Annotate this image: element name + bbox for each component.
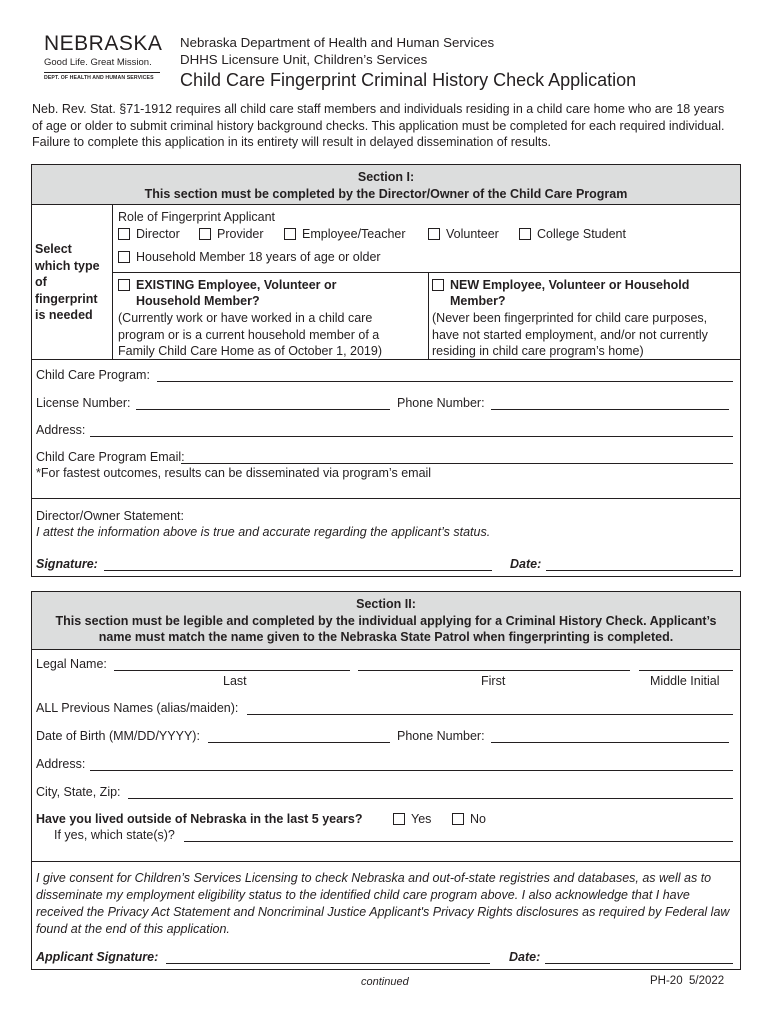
program-label: Child Care Program: [36,368,150,382]
program-input[interactable] [157,381,733,382]
director-signature-label: Signature: [36,557,98,571]
section-1-subtitle: This section must be completed by the Director/Owner of the Child Care Program [144,186,628,201]
new-title: NEW Employee, Volunteer or Household [450,278,690,292]
outside-question: Have you lived outside of Nebraska in the last 5 years? [36,812,363,826]
program-address-input[interactable] [90,436,733,437]
section-2-subtitle: This section must be legible and completed by the individual applying for a Criminal History Check. Applicant’s name must match the name given to the Nebraska State Patrol when fingerprinting is completed. [55,613,717,644]
role-label: Role of Fingerprint Applicant [118,210,276,224]
college-student-checkbox[interactable] [519,228,531,240]
last-name-input[interactable] [114,670,350,671]
role-director[interactable] [118,227,180,242]
logo-tagline: Good Life. Great Mission. [44,57,152,68]
role-college-student[interactable] [519,227,626,242]
previous-names-input[interactable] [247,714,733,715]
statement-text: I attest the information above is true and accurate regarding the applicant’s status. [36,525,491,539]
last-caption: Last [223,674,247,688]
role-volunteer[interactable] [428,227,499,242]
section-1 [31,164,741,577]
select-type-label: Select which type of fingerprint is needed [35,242,100,322]
section-2-header [32,592,740,650]
existing-option[interactable] [118,278,337,293]
program-email-input[interactable] [181,463,733,464]
director-signature-input[interactable] [104,570,492,571]
yes-checkbox[interactable] [393,813,405,825]
director-date-input[interactable] [546,570,733,571]
volunteer-label: Volunteer [446,227,499,241]
grid-vertical-divider [112,205,113,359]
email-note: *For fastest outcomes, results can be disseminated via program’s email [36,466,432,480]
employee-label: Employee/Teacher [302,227,406,241]
agency-name: Nebraska Department of Health and Human Services [180,35,495,50]
new-description: (Never been fingerprinted for child care purposes, have not started employment, and/or not currently residing in child care program’s home) [432,311,708,358]
yes-label: Yes [411,812,432,826]
provider-label: Provider [217,227,264,241]
grid-bottom-divider [32,359,740,360]
unit-name: DHHS Licensure Unit, Children’s Services [180,52,428,67]
consent-text: I give consent for Children’s Services Licensing to check Nebraska and out-of-state registries and databases, as well as to disseminate my employment eligibility status to the identified child care program above. I also acknowledge that I have received the Privacy Act Statement and Noncriminal Justice Applicant's Privacy Rights disclosures as required by Federal law found at the end of this application. [36,871,730,936]
outside-no-option[interactable] [452,812,486,827]
fingerprint-type-grid [32,205,740,359]
director-label: Director [136,227,180,241]
applicant-date-input[interactable] [545,963,733,964]
program-phone-input[interactable] [491,409,729,410]
applicant-date-label: Date: [509,950,541,964]
existing-checkbox[interactable] [118,279,130,291]
city-input[interactable] [128,798,733,799]
applicant-phone-input[interactable] [491,742,729,743]
program-address-label: Address: [36,423,86,437]
volunteer-checkbox[interactable] [428,228,440,240]
middle-caption: Middle Initial [650,674,720,688]
new-checkbox[interactable] [432,279,444,291]
role-employee[interactable] [284,227,406,242]
director-date-label: Date: [510,557,542,571]
dob-label: Date of Birth (MM/DD/YYYY): [36,729,200,743]
no-label: No [470,812,486,826]
consent-divider [32,861,740,862]
continued-note: continued [361,976,409,988]
license-input[interactable] [136,409,390,410]
logo-rule [44,72,160,73]
household-checkbox[interactable] [118,251,130,263]
applicant-signature-input[interactable] [166,963,490,964]
program-phone-label: Phone Number: [397,396,485,410]
outside-yes-option[interactable] [393,812,431,827]
role-household[interactable] [118,250,381,265]
section-1-header [32,165,740,205]
applicant-signature-label: Applicant Signature: [36,950,159,964]
statement-label: Director/Owner Statement: [36,509,184,523]
intro-paragraph: Neb. Rev. Stat. §71-1912 requires all child care staff members and individuals residing in a child care home who are 18 years of age or older to submit criminal history background checks. This application must be completed for each required individual. Failure to complete this application in its entirety will result in delayed dissemination of results. [32,102,725,149]
existing-title: EXISTING Employee, Volunteer or [136,278,337,292]
new-option[interactable] [432,278,689,293]
header-text [180,34,636,92]
applicant-address-label: Address: [36,757,86,771]
first-caption: First [481,674,506,688]
section-2-title: Section II: [356,597,416,611]
household-label: Household Member 18 years of age or older [136,250,381,264]
license-label: License Number: [36,396,131,410]
provider-checkbox[interactable] [199,228,211,240]
section-1-title: Section I: [357,170,415,184]
new-title-2: Member? [450,294,506,308]
middle-initial-input[interactable] [639,670,733,671]
director-checkbox[interactable] [118,228,130,240]
program-email-label: Child Care Program Email: [36,450,185,464]
form-id: PH-20 5/2022 [650,975,725,987]
existing-title-2: Household Member? [136,294,260,308]
page-title: Child Care Fingerprint Criminal History Check Application [180,70,637,90]
role-provider[interactable] [199,227,264,242]
existing-description: (Currently work or have worked in a child care program or is a current household member of a Family Child Care Home as of October 1, 2019) [118,311,382,358]
city-label: City, State, Zip: [36,785,121,799]
first-name-input[interactable] [358,670,630,671]
logo-wordmark: NEBRASKA [44,32,163,55]
section-2 [31,591,741,970]
grid-type-divider [428,272,429,359]
logo-dept: DEPT. OF HEALTH AND HUMAN SERVICES [44,75,154,81]
legal-name-label: Legal Name: [36,657,107,671]
applicant-address-input[interactable] [90,770,733,771]
previous-names-label: ALL Previous Names (alias/maiden): [36,701,239,715]
employee-checkbox[interactable] [284,228,296,240]
dob-input[interactable] [208,742,390,743]
nebraska-logo [44,32,164,81]
college-student-label: College Student [537,227,626,241]
applicant-phone-label: Phone Number: [397,729,485,743]
which-states-label: If yes, which state(s)? [54,828,175,842]
no-checkbox[interactable] [452,813,464,825]
which-states-input[interactable] [184,841,733,842]
statement-divider [32,498,740,499]
grid-role-divider [112,272,740,273]
